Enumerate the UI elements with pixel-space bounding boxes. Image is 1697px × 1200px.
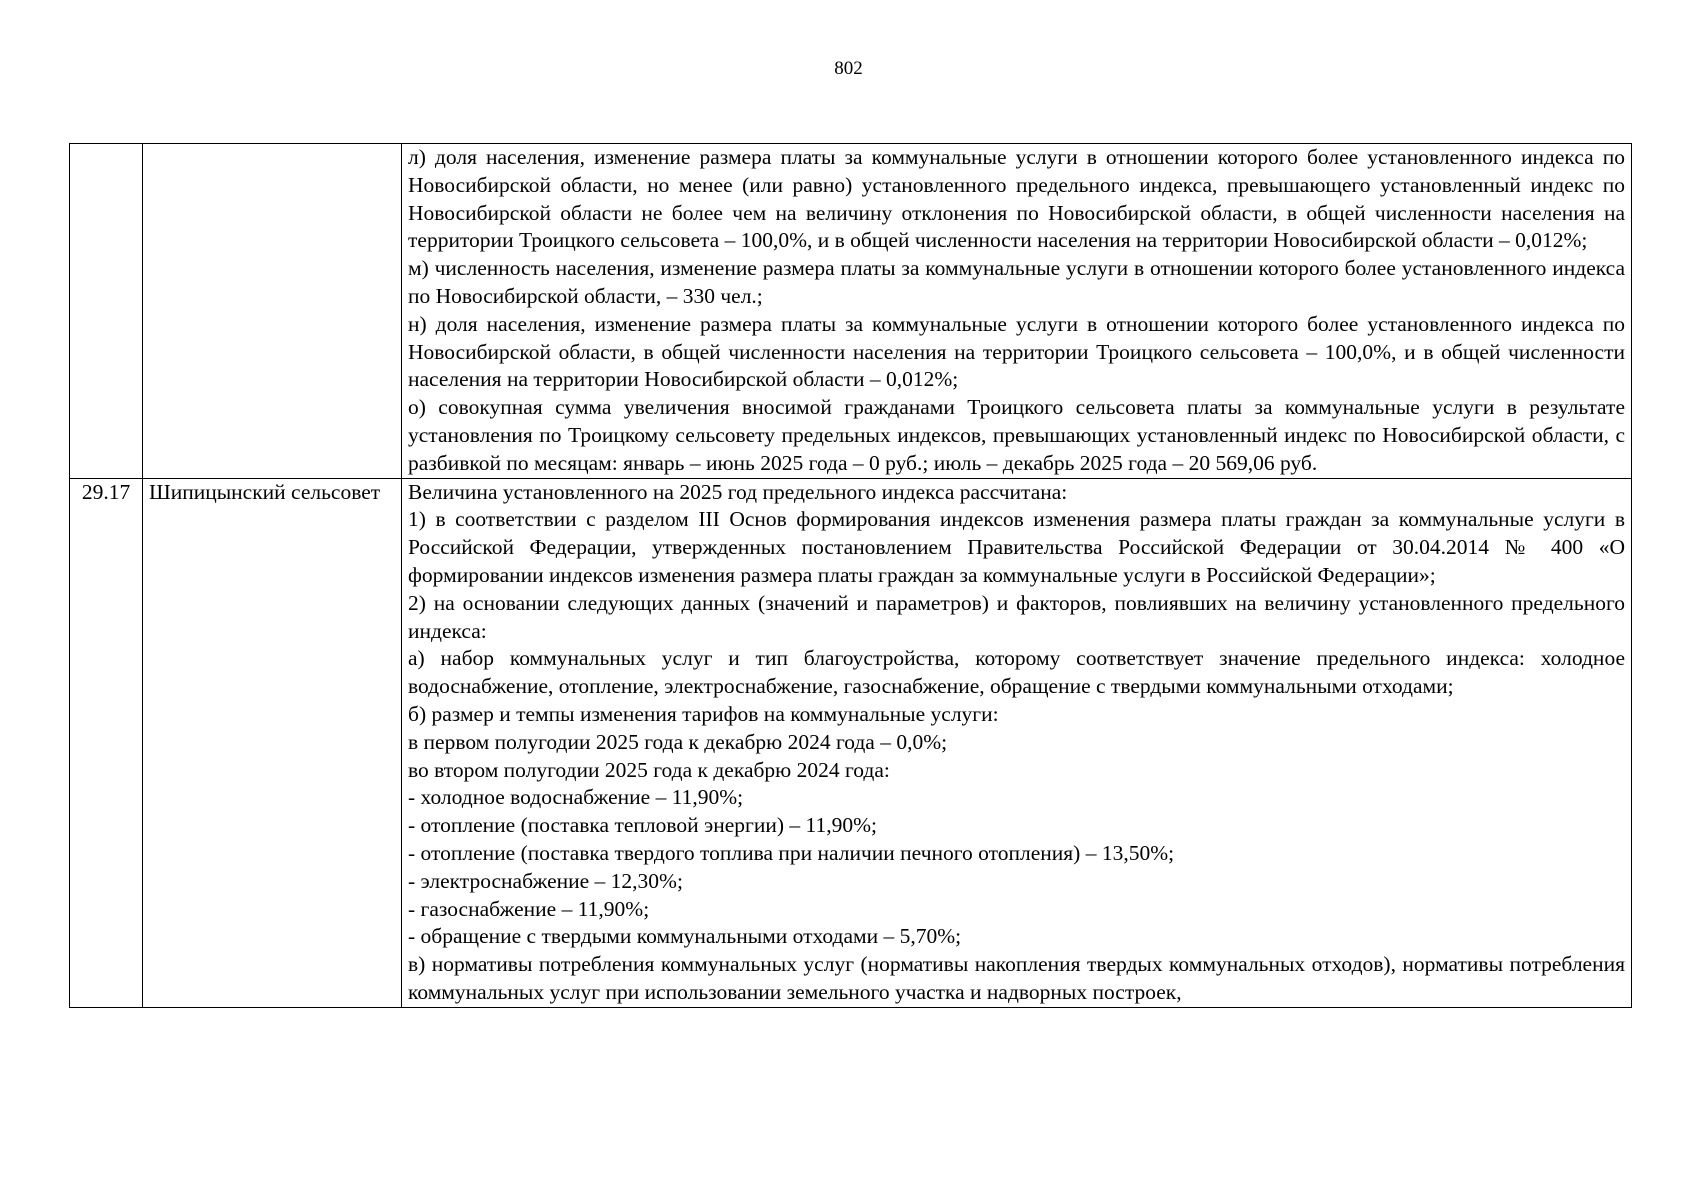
paragraph: б) размер и темпы изменения тарифов на коммунальные услуги:	[408, 701, 999, 726]
paragraph: о) совокупная сумма увеличения вносимой гражданами Троицкого сельсовета платы за коммунальные услуги в результате установления по Троицкому сельсовету предельных индексов, превышающих установленный индекс по Новосибирской области, с разбивкой по месяцам: январь – июнь 2025 года – 0 руб.; июль – декабрь 2025 года – 20 569,06 руб.	[408, 395, 1625, 475]
paragraph: 1) в соответствии с разделом III Основ формирования индексов изменения размера платы граждан за коммунальные услуги в Российской Федерации, утвержденных постановлением Правительства Российской Федерации от 30.04.2014 № 400 «О формировании индексов изменения размера платы граждан за коммунальные услуги в Российской Федерации»;	[408, 507, 1625, 587]
paragraph: - отопление (поставка твердого топлива при наличии печного отопления) – 13,50%;	[408, 840, 1175, 865]
document-table	[69, 143, 1632, 1008]
row-content	[402, 478, 1632, 1007]
paragraph: н) доля населения, изменение размера платы за коммунальные услуги в отношении которого более установленного индекса по Новосибирской области, в общей численности населения на территории Троицкого сельсовета – 100,0%, и в общей численности населения на территории Новосибирской области – 0,012%;	[408, 311, 1625, 392]
paragraph: - газоснабжение – 11,90%;	[408, 896, 650, 921]
table-row	[70, 478, 1632, 1007]
paragraph: л) доля населения, изменение размера платы за коммунальные услуги в отношении которого более установленного индекса по Новосибирской области, но менее (или равно) установленного предельного индекса, превышающего установленный индекс по Новосибирской области не более чем на величину отклонения по Новосибирской области, в общей численности населения на территории Троицкого сельсовета – 100,0%, и в общей численности населения на территории Новосибирской области – 0,012%;	[408, 145, 1625, 253]
paragraph: - отопление (поставка тепловой энергии) – 11,90%;	[408, 813, 877, 838]
row-number: 29.17	[70, 478, 143, 1007]
paragraph: м) численность населения, изменение размера платы за коммунальные услуги в отношении которого более установленного индекса по Новосибирской области, – 330 чел.;	[408, 256, 1625, 308]
paragraph: во втором полугодии 2025 года к декабрю 2024 года:	[408, 757, 890, 782]
municipality-name	[143, 144, 402, 479]
paragraph: 2) на основании следующих данных (значений и параметров) и факторов, повлиявших на величину установленного предельного индекса:	[408, 590, 1625, 643]
table-row	[70, 144, 1632, 479]
page-number: 802	[834, 58, 863, 79]
paragraph: - электроснабжение – 12,30%;	[408, 868, 683, 893]
paragraph: - холодное водоснабжение – 11,90%;	[408, 785, 744, 810]
row-number	[70, 144, 143, 479]
paragraph: а) набор коммунальных услуг и тип благоустройства, которому соответствует значение предельного индекса: холодное водоснабжение, отопление, электроснабжение, газоснабжение, обращение с твердыми коммунальными отходами;	[408, 646, 1625, 699]
paragraph: - обращение с твердыми коммунальными отходами – 5,70%;	[408, 924, 962, 949]
row-content	[402, 144, 1632, 479]
paragraph: в) нормативы потребления коммунальных услуг (нормативы накопления твердых коммунальных отходов), нормативы потребления коммунальных услуг при использовании земельного участка и надворных построек,	[408, 952, 1625, 1004]
municipality-name: Шипицынский сельсовет	[143, 478, 402, 1007]
paragraph: Величина установленного на 2025 год предельного индекса рассчитана:	[408, 479, 1068, 504]
paragraph: в первом полугодии 2025 года к декабрю 2024 года – 0,0%;	[408, 729, 948, 754]
